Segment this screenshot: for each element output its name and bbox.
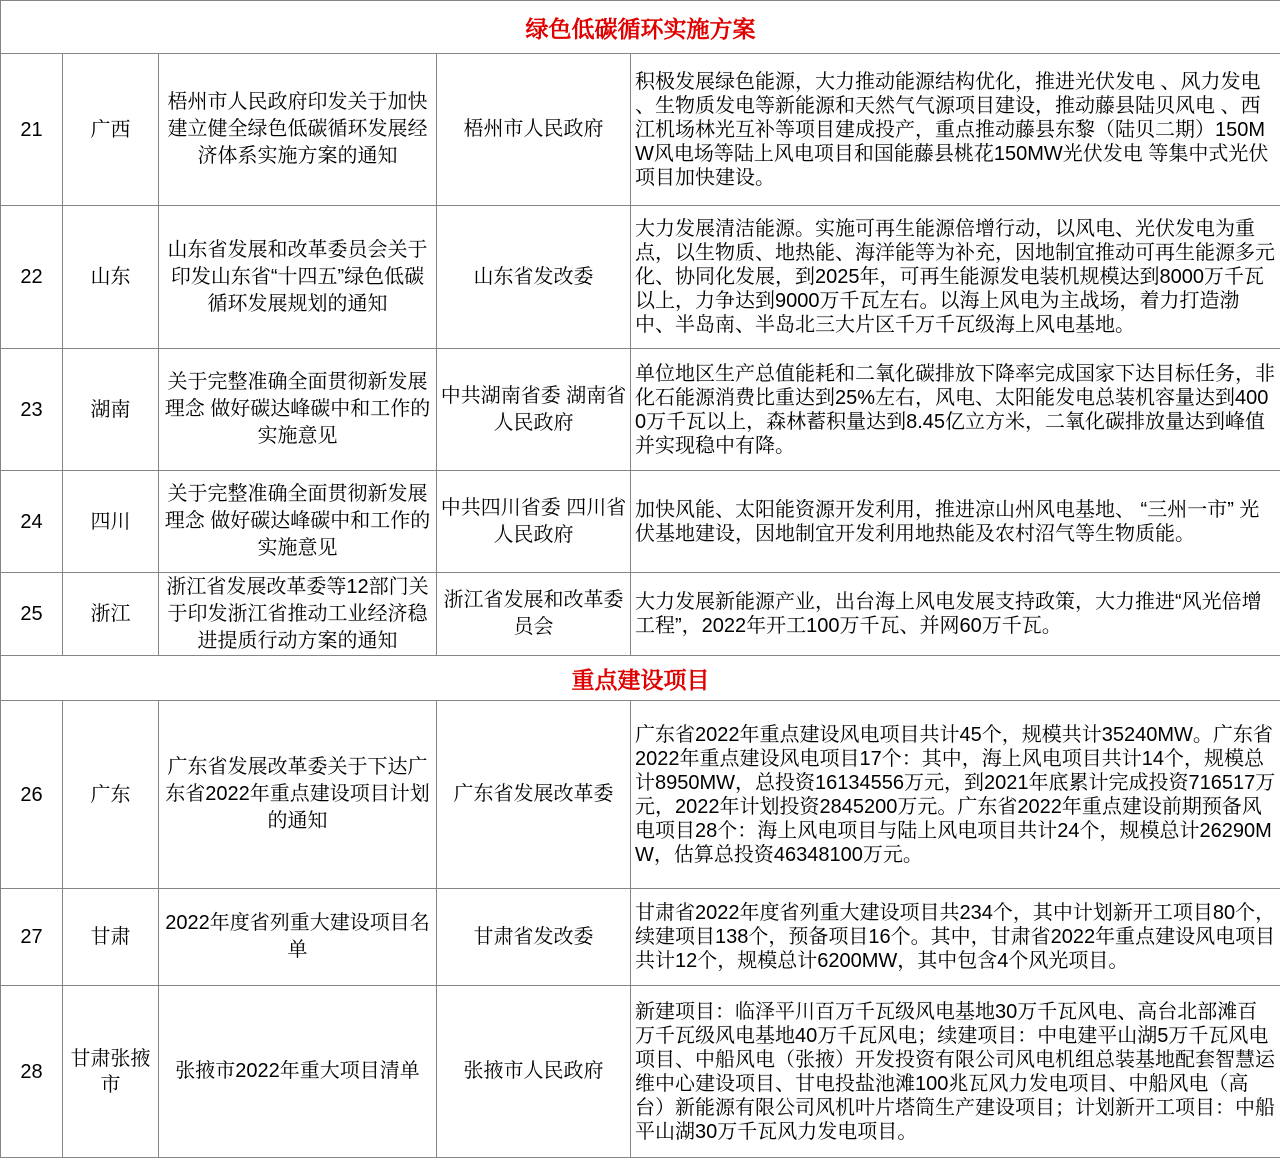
- row-number: 22: [1, 206, 63, 349]
- description-cell: 甘肃省2022年度省列重大建设项目共234个，其中计划新开工项目80个，续建项目138个，预备项目16个。其中，甘肃省2022年重点建设风电项目共计12个，规模总计6200MW，其中包含4个风光项目。: [631, 889, 1280, 986]
- table-row: [1, 54, 1280, 206]
- section-title: 绿色低碳循环实施方案: [1, 1, 1280, 54]
- document-title-cell: 山东省发展和改革委员会关于印发山东省“十四五”绿色低碳循环发展规划的通知: [159, 206, 437, 349]
- issuer-cell: 浙江省发展和改革委员会: [437, 573, 631, 656]
- document-title-cell: 张掖市2022年重大项目清单: [159, 986, 437, 1158]
- table-row: [1, 471, 1280, 573]
- table-row: [1, 701, 1280, 889]
- region-cell: 甘肃: [63, 889, 159, 986]
- row-number: 21: [1, 54, 63, 206]
- section-title: 重点建设项目: [1, 656, 1280, 701]
- section-header-row: [1, 1, 1280, 54]
- row-number: 25: [1, 573, 63, 656]
- document-title-cell: 关于完整准确全面贯彻新发展理念 做好碳达峰碳中和工作的实施意见: [159, 349, 437, 471]
- document-title-cell: 关于完整准确全面贯彻新发展理念 做好碳达峰碳中和工作的实施意见: [159, 471, 437, 573]
- description-cell: 大力发展新能源产业，出台海上风电发展支持政策，大力推进“风光倍增工程”，2022年开工100万千瓦、并网60万千瓦。: [631, 573, 1280, 656]
- document-title-cell: 梧州市人民政府印发关于加快建立健全绿色低碳循环发展经济体系实施方案的通知: [159, 54, 437, 206]
- section-header-row: [1, 656, 1280, 701]
- issuer-cell: 中共四川省委 四川省人民政府: [437, 471, 631, 573]
- region-cell: 湖南: [63, 349, 159, 471]
- description-cell: 单位地区生产总值能耗和二氧化碳排放下降率完成国家下达目标任务，非化石能源消费比重达到25%左右，风电、太阳能发电总装机容量达到4000万千瓦以上，森林蓄积量达到8.45亿立方米，二氧化碳排放量达到峰值并实现稳中有降。: [631, 349, 1280, 471]
- table-row: [1, 349, 1280, 471]
- region-cell: 四川: [63, 471, 159, 573]
- document-title-cell: 浙江省发展改革委等12部门关于印发浙江省推动工业经济稳进提质行动方案的通知: [159, 573, 437, 656]
- description-cell: 新建项目：临泽平川百万千瓦级风电基地30万千瓦风电、高台北部滩百万千瓦级风电基地40万千瓦风电；续建项目：中电建平山湖5万千瓦风电项目、中船风电（张掖）开发投资有限公司风电机组总装基地配套智慧运维中心建设项目、甘电投盐池滩100兆瓦风力发电项目、中船风电（高台）新能源有限公司风机叶片塔筒生产建设项目；计划新开工项目：中船平山湖30万千瓦风力发电项目。: [631, 986, 1280, 1158]
- region-cell: 浙江: [63, 573, 159, 656]
- row-number: 28: [1, 986, 63, 1158]
- description-cell: 加快风能、太阳能资源开发利用，推进凉山州风电基地、 “三州一市” 光伏基地建设，因地制宜开发利用地热能及农村沼气等生物质能。: [631, 471, 1280, 573]
- description-cell: 广东省2022年重点建设风电项目共计45个，规模共计35240MW。广东省2022年重点建设风电项目17个：其中，海上风电项目共计14个，规模总计8950MW，总投资16134556万元，到2021年底累计完成投资716517万元，2022年计划投资2845200万元。广东省2022年重点建设前期预备风电项目28个：海上风电项目与陆上风电项目共计24个，规模总计26290MW，估算总投资46348100万元。: [631, 701, 1280, 889]
- table-row: [1, 986, 1280, 1158]
- document-title-cell: 2022年度省列重大建设项目名单: [159, 889, 437, 986]
- row-number: 24: [1, 471, 63, 573]
- issuer-cell: 甘肃省发改委: [437, 889, 631, 986]
- region-cell: 甘肃张掖市: [63, 986, 159, 1158]
- issuer-cell: 中共湖南省委 湖南省人民政府: [437, 349, 631, 471]
- description-cell: 积极发展绿色能源，大力推动能源结构优化，推进光伏发电 、风力发电 、生物质发电等新能源和天然气气源项目建设，推动藤县陆贝风电 、西江机场林光互补等项目建成投产，重点推动藤县东黎（陆贝二期）150MW风电场等陆上风电项目和国能藤县桃花150MW光伏发电 等集中式光伏项目加快建设。: [631, 54, 1280, 206]
- description-cell: 大力发展清洁能源。实施可再生能源倍增行动，以风电、光伏发电为重点，以生物质、地热能、海洋能等为补充，因地制宜推动可再生能源多元化、协同化发展，到2025年，可再生能源发电装机规模达到8000万千瓦以上，力争达到9000万千瓦左右。以海上风电为主战场，着力打造渤中、半岛南、半岛北三大片区千万千瓦级海上风电基地。: [631, 206, 1280, 349]
- region-cell: 广西: [63, 54, 159, 206]
- row-number: 27: [1, 889, 63, 986]
- issuer-cell: 张掖市人民政府: [437, 986, 631, 1158]
- document-title-cell: 广东省发展改革委关于下达广东省2022年重点建设项目计划的通知: [159, 701, 437, 889]
- row-number: 26: [1, 701, 63, 889]
- issuer-cell: 山东省发改委: [437, 206, 631, 349]
- region-cell: 广东: [63, 701, 159, 889]
- table-row: [1, 889, 1280, 986]
- row-number: 23: [1, 349, 63, 471]
- table-row: [1, 573, 1280, 656]
- table-row: [1, 206, 1280, 349]
- issuer-cell: 梧州市人民政府: [437, 54, 631, 206]
- issuer-cell: 广东省发展改革委: [437, 701, 631, 889]
- region-cell: 山东: [63, 206, 159, 349]
